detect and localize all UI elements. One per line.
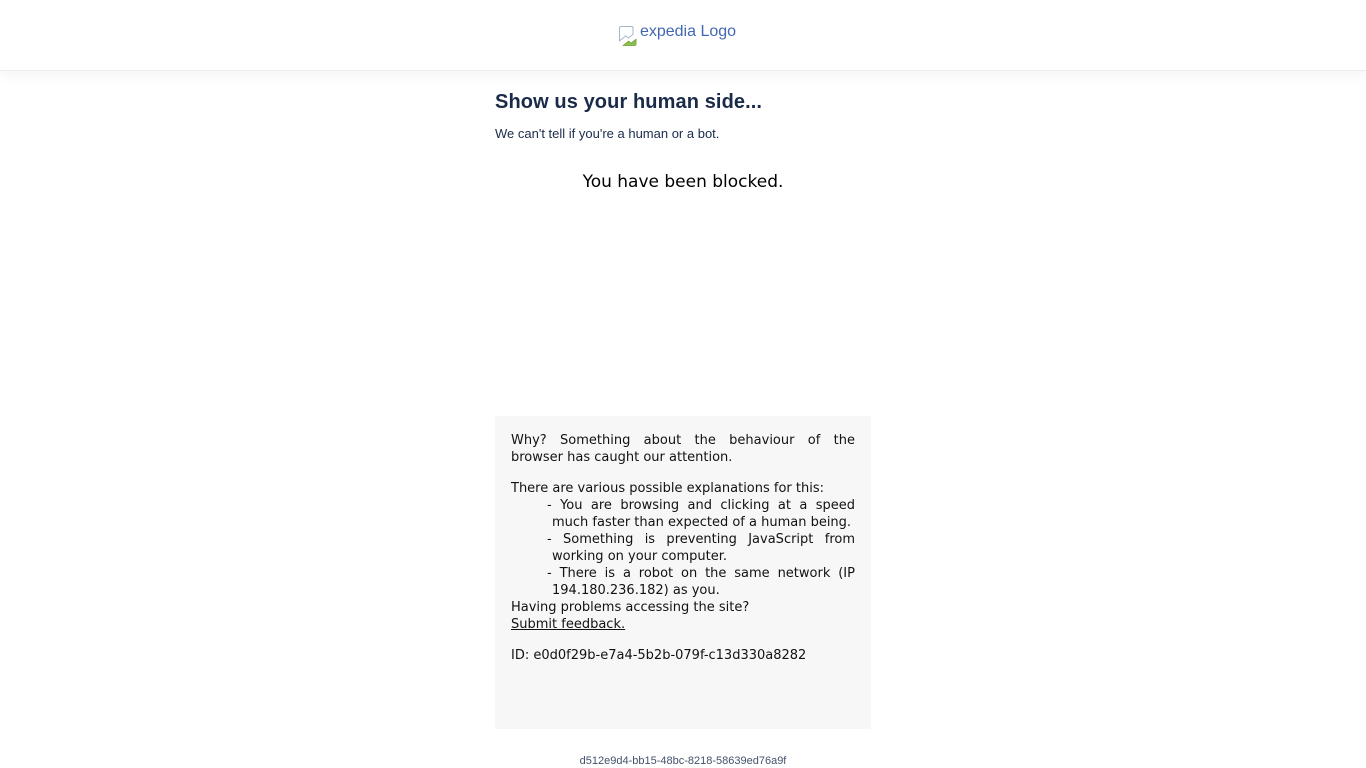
expedia-logo-broken-image xyxy=(618,25,736,46)
help-question: Having problems accessing the site? xyxy=(511,600,750,615)
explanations-intro: There are various possible explanations for this: xyxy=(511,481,825,496)
explanation-item: - You are browsing and clicking at a speed much faster than expected of a human being. xyxy=(547,498,855,530)
logo-alt-text: expedia Logo xyxy=(639,24,737,40)
explanation-item: - There is a robot on the same network (IP 194.180.236.182) as you. xyxy=(547,566,855,598)
page-subtitle: We can't tell if you're a human or a bot. xyxy=(495,126,720,141)
main-content xyxy=(495,91,871,729)
blocked-message: You have been blocked. xyxy=(582,172,784,192)
incident-id: ID: e0d0f29b-e7a4-5b2b-079f-c13d330a8282 xyxy=(511,648,807,663)
explanations-list xyxy=(511,497,855,599)
submit-feedback-link[interactable]: Submit feedback. xyxy=(511,617,626,632)
explanation-item: - Something is preventing JavaScript from working on your computer. xyxy=(547,532,855,564)
header xyxy=(0,0,1366,71)
block-reason-box xyxy=(495,416,871,729)
page-title: Show us your human side... xyxy=(495,91,763,113)
broken-image-icon xyxy=(618,25,638,46)
why-paragraph: Why? Something about the behaviour of the browser has caught our attention. xyxy=(511,433,855,465)
reference-id: d512e9d4-bb15-48bc-8218-58639ed76a9f xyxy=(579,755,787,767)
